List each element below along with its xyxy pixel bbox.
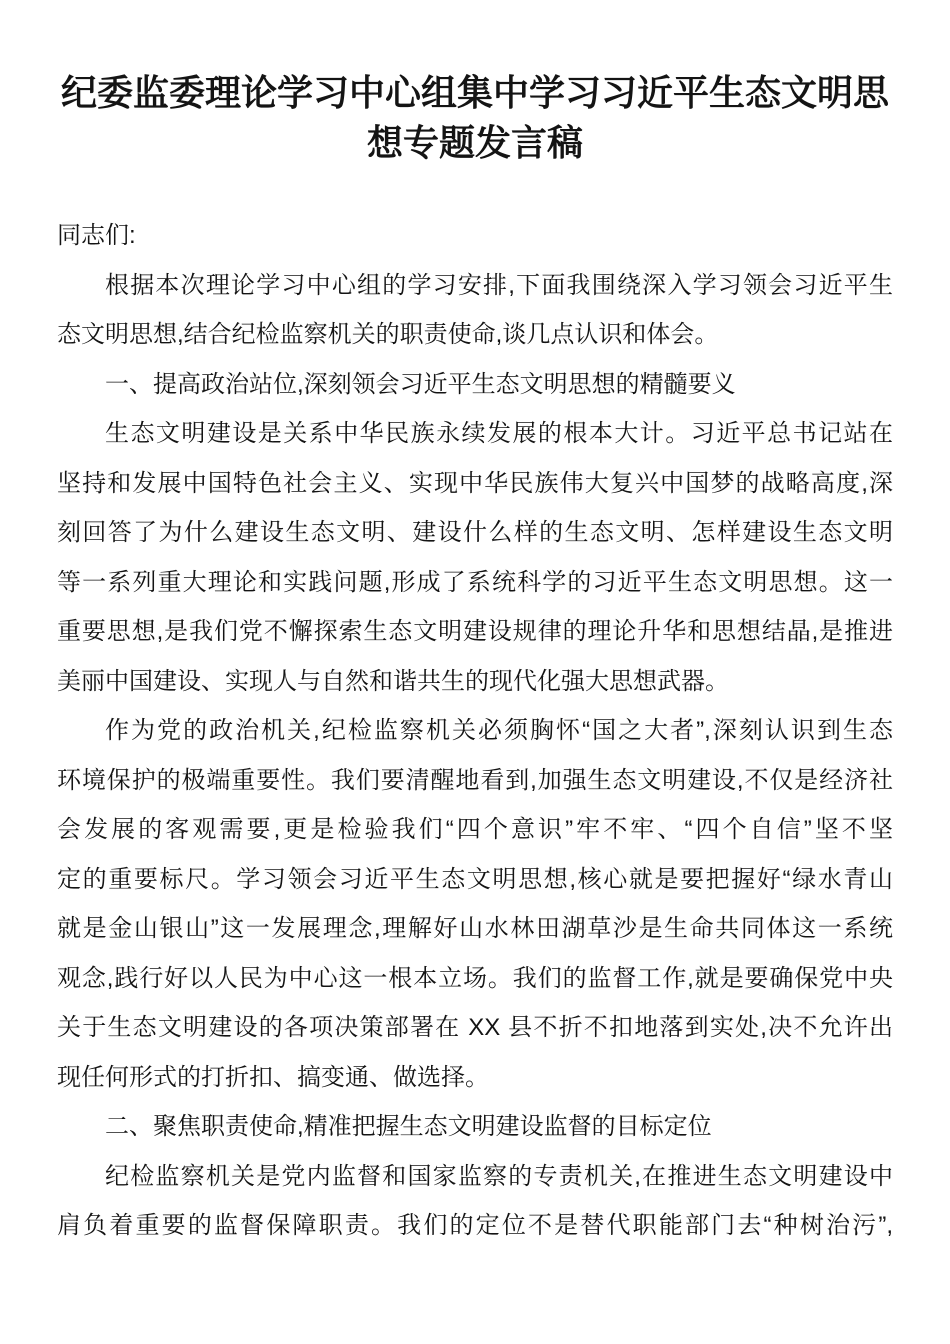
- text-line: 根据本次理论学习中心组的学习安排,下面我围绕深入学习领会习近平生: [105, 271, 893, 299]
- text-line: 会发展的客观需要,更是检验我们“四个意识”牢不牢、“四个自信”坚不坚: [57, 816, 893, 843]
- text-line: 重要思想,是我们党不懈探索生态文明建设规律的理论升华和思想结晶,是推进: [57, 618, 893, 645]
- text-line: 观念,践行好以人民为中心这一根本立场。我们的监督工作,就是要确保党中央: [57, 964, 893, 992]
- document-title: 纪委监委理论学习中心组集中学习习近平生态文明思想专题发言稿: [60, 72, 889, 163]
- text-line: 现任何形式的打折扣、搞变通、做选择。: [57, 1063, 489, 1091]
- text-line: 等一系列重大理论和实践问题,形成了系统科学的习近平生态文明思想。这一: [57, 568, 893, 596]
- text-line: 定的重要标尺。学习领会习近平生态文明思想,核心就是要把握好“绿水青山: [57, 865, 893, 893]
- text-line: 态文明思想,结合纪检监察机关的职责使命,谈几点认识和体会。: [57, 321, 719, 348]
- text-line: 坚持和发展中国特色社会主义、实现中华民族伟大复兴中国梦的战略高度,深: [57, 469, 893, 497]
- text-line: 肩负着重要的监督保障职责。我们的定位不是替代职能部门去“种树治污”,: [57, 1212, 893, 1239]
- text-line: 纪检监察机关是党内监督和国家监察的专责机关,在推进生态文明建设中: [105, 1162, 893, 1190]
- text-line: 关于生态文明建设的各项决策部署在 XX 县不折不扣地落到实处,决不允许出: [57, 1014, 893, 1041]
- text-line: 美丽中国建设、实现人与自然和谐共生的现代化强大思想武器。: [57, 667, 729, 695]
- text-line: 生态文明建设是关系中华民族永续发展的根本大计。习近平总书记站在: [105, 420, 893, 447]
- section-heading: 二、聚焦职责使命,精准把握生态文明建设监督的目标定位: [105, 1113, 712, 1140]
- text-line: 刻回答了为什么建设生态文明、建设什么样的生态文明、怎样建设生态文明: [57, 519, 893, 546]
- document-body: [57, 211, 893, 1251]
- text-line: 环境保护的极端重要性。我们要清醒地看到,加强生态文明建设,不仅是经济社: [57, 766, 893, 794]
- text-line: 同志们:: [57, 222, 136, 249]
- text-line: 就是金山银山”这一发展理念,理解好山水林田湖草沙是生命共同体这一系统: [57, 915, 893, 942]
- section-heading: 一、提高政治站位,深刻领会习近平生态文明思想的精髓要义: [105, 370, 736, 398]
- text-line: 作为党的政治机关,纪检监察机关必须胸怀“国之大者”,深刻认识到生态: [105, 717, 893, 744]
